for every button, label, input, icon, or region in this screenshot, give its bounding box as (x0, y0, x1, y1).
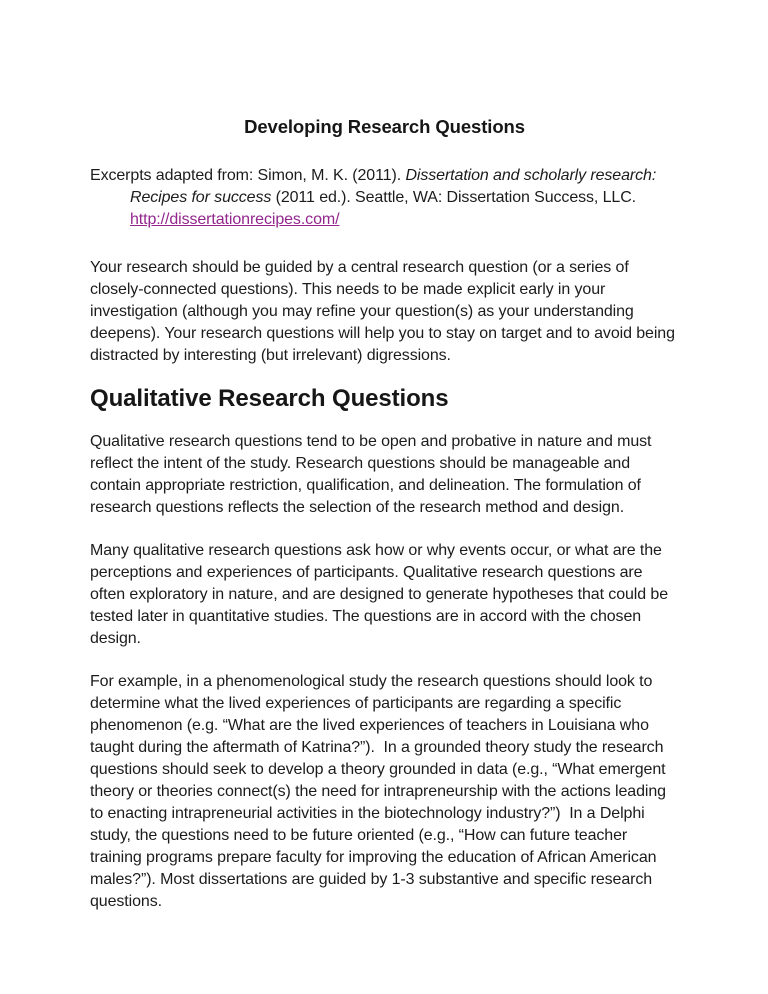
intro-paragraph: Your research should be guided by a central research question (or a series of closely-connected questions). This needs to be made explicit early in your investigation (although you may refine your question(s) as your understanding deepens). Your research questions will help you to stay on target and to avoid being distracted by interesting (but irrelevant) digressions. (90, 259, 680, 364)
citation-paragraph (90, 165, 679, 231)
body-paragraph: Qualitative research questions tend to be open and probative in nature and must reflect the intent of the study. Research questions should be manageable and contain appropriate restriction, qualification, and delineation. The formulation of research questions reflects the selection of the research method and design. (90, 433, 656, 516)
citation-suffix: (2011 ed.). Seattle, WA: Dissertation Success, LLC. (271, 189, 641, 206)
section-heading-qualitative: Qualitative Research Questions (90, 385, 449, 412)
citation-hyperlink[interactable]: http://dissertationrecipes.com/ (130, 211, 340, 228)
citation-prefix: Excerpts adapted from: Simon, M. K. (2011). (90, 167, 406, 184)
document-title: Developing Research Questions (244, 116, 525, 137)
citation-book-title: Dissertation and scholarly research: Recipes for success (130, 167, 661, 206)
body-paragraph: Many qualitative research questions ask how or why events occur, or what are the perceptions and experiences of participants. Qualitative research questions are often exploratory in nature, and are designed to generate hypotheses that could be tested later in quantitative studies. The questions are in accord with the chosen design. (90, 542, 673, 647)
body-paragraph: For example, in a phenomenological study the research questions should look to determine what the lived experiences of participants are regarding a specific phenomenon (e.g. “What are the lived experiences of teachers in Louisiana who taught during the aftermath of Katrina?”). In a grounded theory study the research questions should seek to develop a theory grounded in data (e.g., “What emergent theory or theories connect(s) the need for intrapreneurship with the actions leading to enacting intrapreneurial activities in the biotechnology industry?”) In a Delphi study, the questions need to be future oriented (e.g., “How can future teacher training programs prepare faculty for improving the education of African American males?”). Most dissertations are guided by 1-3 substantive and specific research questions. (90, 673, 671, 910)
